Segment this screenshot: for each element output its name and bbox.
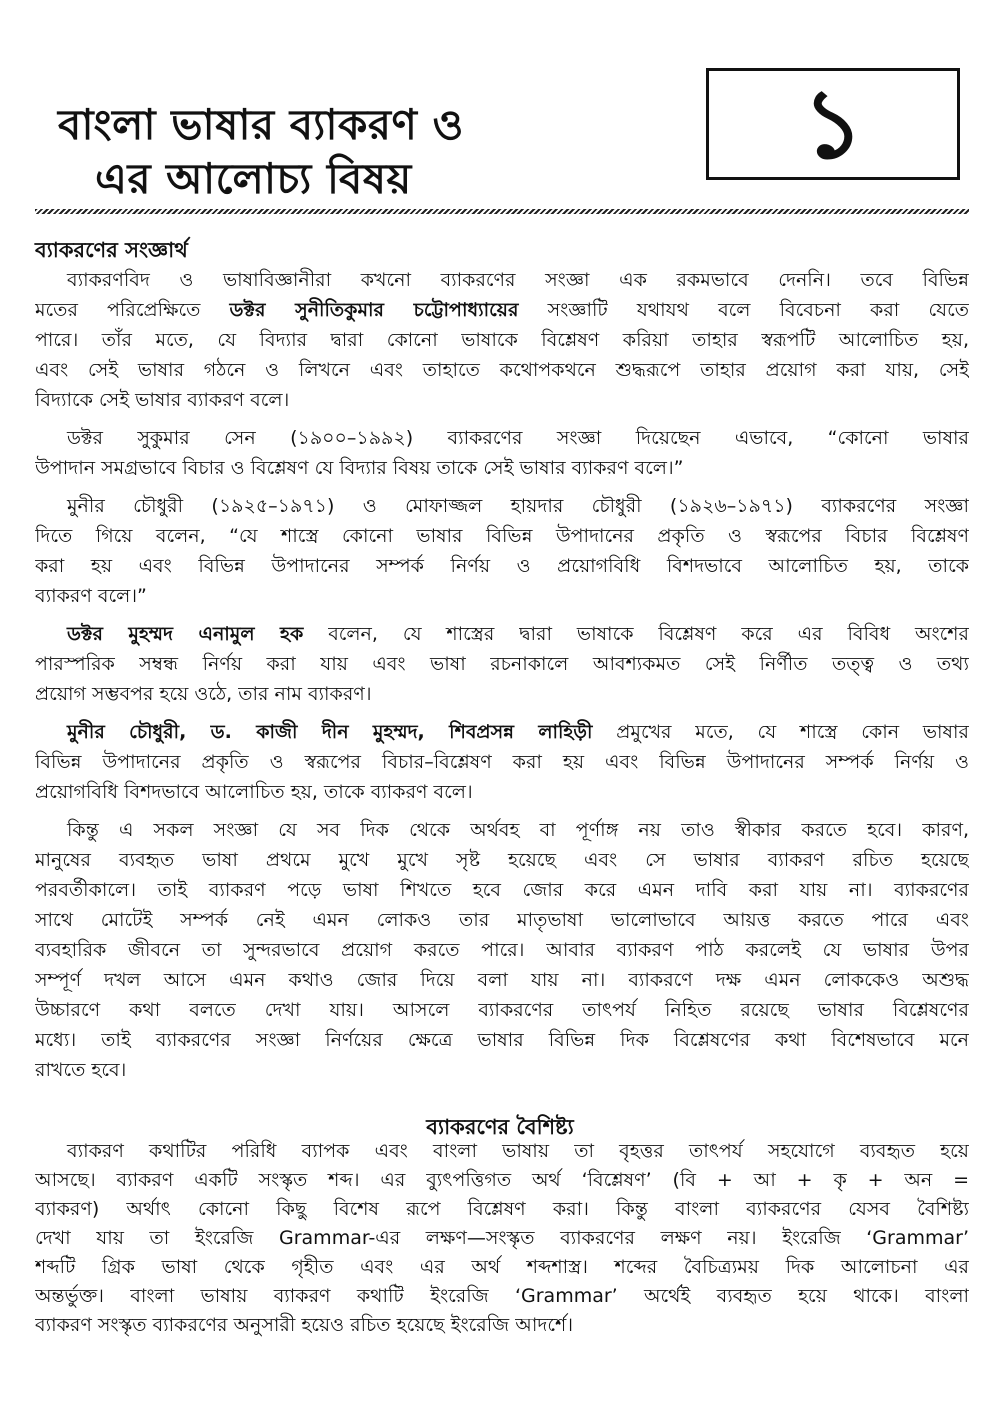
text-run: পরবর্তীকালে। তাই ব্যাকরণ পড়ে ভাষা শিখতে হবে জোর করে এমন দাবি করা যায় না। ব্যাকরণের bbox=[35, 879, 969, 901]
text-line bbox=[35, 265, 969, 295]
text-run: রাখতে হবে। bbox=[35, 1059, 127, 1081]
text-line bbox=[35, 965, 969, 995]
text-run: শব্দটি গ্রিক ভাষা থেকে গৃহীত এবং এর অর্থ শব্দশাস্ত্র। শব্দের বৈচিত্র্যময় দিক আলোচনা এর bbox=[35, 1256, 969, 1278]
text-line bbox=[35, 295, 969, 325]
text-line bbox=[35, 845, 969, 875]
text-run: পারস্পরিক সম্বন্ধ নির্ণয় করা যায় এবং ভাষা রচনাকালে আবশ্যকমত সেই নির্ণীত তত্ত্ব ও তথ্য bbox=[35, 653, 969, 675]
text-line bbox=[35, 717, 969, 747]
section-heading-definition: ব্যাকরণের সংজ্ঞার্থ bbox=[35, 238, 188, 262]
text-line bbox=[35, 385, 969, 415]
text-line bbox=[35, 325, 969, 355]
paragraph bbox=[35, 423, 969, 483]
text-run: ব্যাকরণ সংস্কৃত ব্যাকরণের অনুসারী হয়েও রচিত হয়েছে ইংরেজি আদর্শে। bbox=[35, 1314, 574, 1336]
text-line bbox=[35, 491, 969, 521]
text-run: মুনীর চৌধুরী (১৯২৫–১৯৭১) ও মোফাজ্জল হায়দার চৌধুরী (১৯২৬–১৯৭১) ব্যাকরণের সংজ্ঞা bbox=[67, 495, 969, 517]
text-run: দেখা যায় তা ইংরেজি Grammar-এর লক্ষণ—সংস্কৃত ব্যাকরণের লক্ষণ নয়। ইংরেজি ‘Grammar’ bbox=[35, 1227, 969, 1249]
decorative-divider bbox=[35, 209, 969, 214]
chapter-title-line-1: বাংলা ভাষার ব্যাকরণ ও bbox=[58, 100, 464, 149]
text-line bbox=[35, 905, 969, 935]
text-line bbox=[35, 1253, 969, 1282]
text-line bbox=[35, 1311, 969, 1340]
bold-name: মুনীর চৌধুরী, ড. কাজী দীন মুহম্মদ, শিবপ্রসন্ন লাহিড়ী bbox=[67, 721, 593, 743]
text-line bbox=[35, 1224, 969, 1253]
text-run: সম্পূর্ণ দখল আসে এমন কথাও জোর দিয়ে বলা যায় না। ব্যাকরণে দক্ষ এমন লোককেও অশুদ্ধ bbox=[35, 969, 969, 991]
text-line bbox=[35, 355, 969, 385]
text-run: বিদ্যাকে সেই ভাষার ব্যাকরণ বলে। bbox=[35, 389, 290, 411]
text-line bbox=[35, 1025, 969, 1055]
text-run: প্রমুখের মতে, যে শাস্ত্রে কোন ভাষার bbox=[592, 721, 969, 743]
text-run: সংজ্ঞাটি যথাযথ বলে বিবেচনা করা যেতে bbox=[518, 299, 969, 321]
text-run: এবং সেই ভাষার গঠনে ও লিখনে এবং তাহাতে কথোপকথনে শুদ্ধরূপে তাহার প্রয়োগ করা যায়, সেই bbox=[35, 359, 969, 381]
text-run: বিভিন্ন উপাদানের প্রকৃতি ও স্বরূপের বিচার–বিশ্লেষণ করা হয় এবং বিভিন্ন উপাদানের সম্পর্ক নির্ণয় ও bbox=[35, 751, 969, 773]
text-line bbox=[35, 649, 969, 679]
text-line bbox=[35, 995, 969, 1025]
text-run: পারে। তাঁর মতে, যে বিদ্যার দ্বারা কোনো ভাষাকে বিশ্লেষণ করিয়া তাহার স্বরূপটি আলোচিত হয়, bbox=[35, 329, 969, 351]
text-run: করা হয় এবং বিভিন্ন উপাদানের সম্পর্ক নির্ণয় ও প্রয়োগবিধি বিশদভাবে আলোচিত হয়, তাকে bbox=[35, 555, 969, 577]
text-line bbox=[35, 679, 969, 709]
chapter-number: ১ bbox=[801, 68, 865, 180]
text-line bbox=[35, 777, 969, 807]
text-run: ব্যাকরণ কথাটির পরিধি ব্যাপক এবং বাংলা ভাষায় তা বৃহত্তর তাৎপর্য সহযোগে ব্যবহৃত হয়ে bbox=[67, 1140, 969, 1162]
paragraph bbox=[35, 619, 969, 709]
text-line bbox=[35, 1055, 969, 1085]
text-run: ব্যবহারিক জীবনে তা সুন্দরভাবে প্রয়োগ করতে পারে। আবার ব্যাকরণ পাঠ করলেই যে ভাষার উপর bbox=[35, 939, 969, 961]
text-run: মানুষের ব্যবহৃত ভাষা প্রথমে মুখে মুখে সৃষ্ট হয়েছে এবং সে ভাষার ব্যাকরণ রচিত হয়েছে bbox=[35, 849, 969, 871]
text-line bbox=[35, 747, 969, 777]
text-run: আসছে। ব্যাকরণ একটি সংস্কৃত শব্দ। এর ব্যুৎপত্তিগত অর্থ ‘বিশ্লেষণ’ (বি + আ + কৃ + অন = bbox=[35, 1169, 969, 1191]
text-run: অন্তর্ভুক্ত। বাংলা ভাষায় ব্যাকরণ কথাটি ইংরেজি ‘Grammar’ অর্থেই ব্যবহৃত হয়ে থাকে। বাংলা bbox=[35, 1285, 969, 1307]
text-line bbox=[35, 581, 969, 611]
bold-name: ডক্টর মুহম্মদ এনামুল হক bbox=[67, 623, 304, 645]
text-line bbox=[35, 1282, 969, 1311]
text-run: দিতে গিয়ে বলেন, “যে শাস্ত্রে কোনো ভাষার বিভিন্ন উপাদানের প্রকৃতি ও স্বরূপের বিচার বিশ্লেষণ bbox=[35, 525, 969, 547]
text-line bbox=[35, 1137, 969, 1166]
chapter-title-line-2: এর আলোচ্য বিষয় bbox=[95, 154, 412, 203]
text-line bbox=[35, 815, 969, 845]
text-line bbox=[35, 935, 969, 965]
paragraph bbox=[35, 491, 969, 611]
text-run: ব্যাকরণ বলে।” bbox=[35, 585, 147, 607]
text-line bbox=[35, 551, 969, 581]
text-run: সাথে মোটেই সম্পর্ক নেই এমন লোকও তার মাতৃভাষা ভালোভাবে আয়ত্ত করতে পারে এবং bbox=[35, 909, 969, 931]
bold-name: ডক্টর সুনীতিকুমার চট্টোপাধ্যায়ের bbox=[229, 299, 519, 321]
chapter-number-box bbox=[706, 68, 960, 180]
text-line bbox=[35, 619, 969, 649]
text-line bbox=[35, 1195, 969, 1224]
text-run: প্রয়োগ সম্ভবপর হয়ে ওঠে, তার নাম ব্যাকরণ। bbox=[35, 683, 372, 705]
paragraph bbox=[35, 815, 969, 1085]
text-line bbox=[35, 1166, 969, 1195]
text-line bbox=[35, 453, 969, 483]
section-features-body bbox=[35, 1137, 969, 1348]
paragraph bbox=[35, 265, 969, 415]
text-run: ডক্টর সুকুমার সেন (১৯০০–১৯৯২) ব্যাকরণের সংজ্ঞা দিয়েছেন এভাবে, “কোনো ভাষার bbox=[67, 427, 969, 449]
text-run: কিন্তু এ সকল সংজ্ঞা যে সব দিক থেকে অর্থবহ বা পূর্ণাঙ্গ নয় তাও স্বীকার করতে হবে। কারণ, bbox=[67, 819, 969, 841]
text-run: ব্যাকরণবিদ ও ভাষাবিজ্ঞানীরা কখনো ব্যাকরণের সংজ্ঞা এক রকমভাবে দেননি। তবে বিভিন্ন bbox=[67, 269, 969, 291]
text-run: মতের পরিপ্রেক্ষিতে bbox=[35, 299, 230, 321]
text-run: প্রয়োগবিধি বিশদভাবে আলোচিত হয়, তাকে ব্যাকরণ বলে। bbox=[35, 781, 473, 803]
text-run: মধ্যে। তাই ব্যাকরণের সংজ্ঞা নির্ণয়ের ক্ষেত্রে ভাষার বিভিন্ন দিক বিশ্লেষণের কথা বিশেষভাবে মনে bbox=[35, 1029, 969, 1051]
paragraph bbox=[35, 1137, 969, 1340]
text-run: বলেন, যে শাস্ত্রের দ্বারা ভাষাকে বিশ্লেষণ করে এর বিবিধ অংশের bbox=[303, 623, 969, 645]
section-definition-body bbox=[35, 265, 969, 1093]
text-run: উপাদান সমগ্রভাবে বিচার ও বিশ্লেষণ যে বিদ্যার বিষয় তাকে সেই ভাষার ব্যাকরণ বলে।” bbox=[35, 457, 684, 479]
text-run: ব্যাকরণ) অর্থাৎ কোনো কিছু বিশেষ রূপে বিশ্লেষণ করা। কিন্তু বাংলা ব্যাকরণের যেসব বৈশিষ্ট্য bbox=[35, 1198, 969, 1220]
section-heading-features: ব্যাকরণের বৈশিষ্ট্য bbox=[426, 1115, 574, 1139]
text-line bbox=[35, 521, 969, 551]
text-line bbox=[35, 875, 969, 905]
paragraph bbox=[35, 717, 969, 807]
text-line bbox=[35, 423, 969, 453]
text-run: উচ্চারণে কথা বলতে দেখা যায়। আসলে ব্যাকরণের তাৎপর্য নিহিত রয়েছে ভাষার বিশ্লেষণের bbox=[35, 999, 969, 1021]
